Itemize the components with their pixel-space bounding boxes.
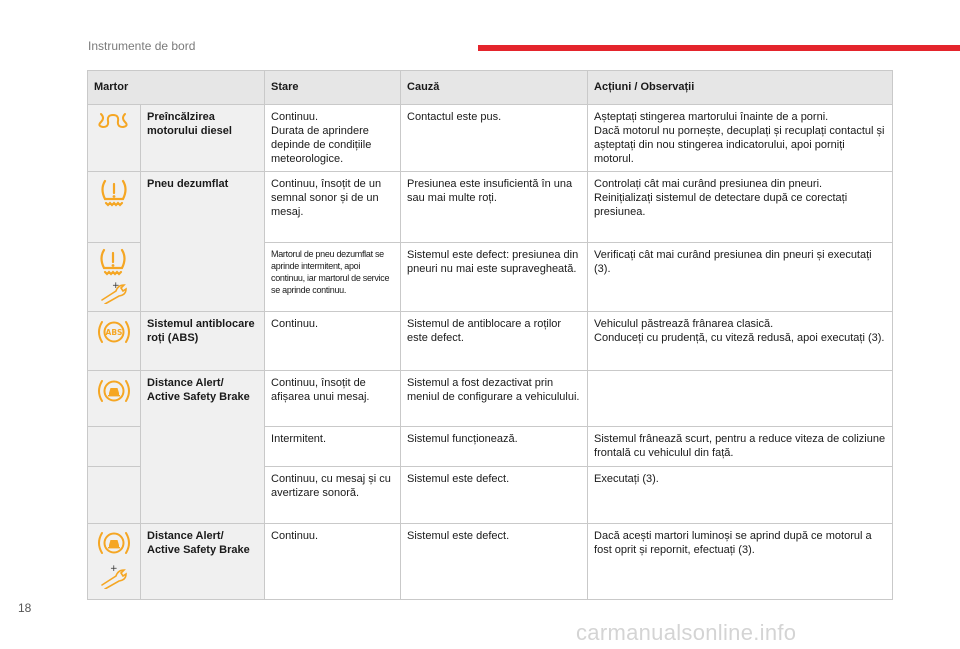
lamp-name: Pneu dezumflat xyxy=(141,172,265,312)
lamp-cause: Sistemul funcționează. xyxy=(401,427,588,467)
lamp-state: Continuu, cu mesaj și cu avertizare sonoră. xyxy=(265,467,401,524)
active-safety-brake-icon xyxy=(97,376,131,406)
lamp-cause: Contactul este pus. xyxy=(401,105,588,172)
table-row xyxy=(88,524,893,600)
lamp-state: Continuu. Durata de aprindere depinde de condițiile meteorologice. xyxy=(265,105,401,172)
lamp-action xyxy=(588,371,893,427)
page-number: 18 xyxy=(18,601,32,615)
icon-cell xyxy=(88,524,141,600)
tire-pressure-service-icon xyxy=(96,248,132,304)
table-header-row xyxy=(88,71,893,105)
lamp-action: Dacă acești martori luminoși se aprind după ce motorul a fost oprit și repornit, efectuați (3). xyxy=(588,524,893,600)
lamp-action: Așteptați stingerea martorului înainte de a porni. Dacă motorul nu pornește, decuplați și recuplați contactul și așteptați din nou stingerea indicatorului, apoi porniți motorul. xyxy=(588,105,893,172)
lamp-action: Sistemul frânează scurt, pentru a reduce viteza de coliziune frontală cu vehiculul din față. xyxy=(588,427,893,467)
table-row xyxy=(88,172,893,243)
active-safety-brake-service-icon xyxy=(96,529,132,589)
svg-text:ABS: ABS xyxy=(105,328,123,337)
icon-cell xyxy=(88,371,141,427)
lamp-cause: Sistemul de antiblocare a roților este defect. xyxy=(401,312,588,371)
lamp-cause: Sistemul este defect. xyxy=(401,467,588,524)
lamp-state: Continuu. xyxy=(265,312,401,371)
table-row xyxy=(88,105,893,172)
lamp-cause: Sistemul este defect: presiunea din pneuri nu mai este supravegheată. xyxy=(401,243,588,312)
svg-text:+: + xyxy=(110,564,118,574)
lamp-action: Verificați cât mai curând presiunea din pneuri și executați (3). xyxy=(588,243,893,312)
svg-text:+: + xyxy=(112,281,120,291)
abs-icon xyxy=(97,317,131,347)
column-header-actiuni: Acțiuni / Observații xyxy=(588,71,893,105)
lamp-state: Continuu, însoțit de afișarea unui mesaj. xyxy=(265,371,401,427)
lamp-cause: Sistemul este defect. xyxy=(401,524,588,600)
lamp-action: Vehiculul păstrează frânarea clasică. Conduceți cu prudență, cu viteză redusă, apoi executați (3). xyxy=(588,312,893,371)
lamp-state: Continuu, însoțit de un semnal sonor și de un mesaj. xyxy=(265,172,401,243)
header-accent-bar xyxy=(478,45,960,51)
column-header-cauza: Cauză xyxy=(401,71,588,105)
lamp-name: Distance Alert/ Active Safety Brake xyxy=(141,524,265,600)
icon-cell xyxy=(88,172,141,243)
lamp-name: Distance Alert/ Active Safety Brake xyxy=(141,371,265,524)
tire-pressure-icon xyxy=(98,177,130,207)
lamp-action: Executați (3). xyxy=(588,467,893,524)
lamp-state: Continuu. xyxy=(265,524,401,600)
lamp-state: Intermitent. xyxy=(265,427,401,467)
icon-cell xyxy=(88,312,141,371)
icon-cell xyxy=(88,427,141,467)
table-row xyxy=(88,371,893,427)
section-title: Instrumente de bord xyxy=(88,39,196,53)
warning-lamps-table xyxy=(87,70,893,600)
lamp-cause: Presiunea este insuficientă în una sau mai multe roți. xyxy=(401,172,588,243)
lamp-name: Sistemul antiblocare roți (ABS) xyxy=(141,312,265,371)
lamp-name: Preîncălzirea motorului diesel xyxy=(141,105,265,172)
column-header-stare: Stare xyxy=(265,71,401,105)
icon-cell xyxy=(88,467,141,524)
table-row xyxy=(88,312,893,371)
column-header-martor: Martor xyxy=(88,71,265,105)
lamp-cause: Sistemul a fost dezactivat prin meniul de configurare a vehiculului. xyxy=(401,371,588,427)
icon-cell xyxy=(88,243,141,312)
watermark: carmanualsonline.info xyxy=(576,620,797,645)
lamp-state: Martorul de pneu dezumflat se aprinde intermitent, apoi continuu, iar martorul de service se aprinde continuu. xyxy=(265,243,401,312)
icon-cell xyxy=(88,105,141,172)
lamp-action: Controlați cât mai curând presiunea din pneuri. Reinițializați sistemul de detectare după ce corectați presiunea. xyxy=(588,172,893,243)
glow-plug-icon xyxy=(97,110,131,130)
